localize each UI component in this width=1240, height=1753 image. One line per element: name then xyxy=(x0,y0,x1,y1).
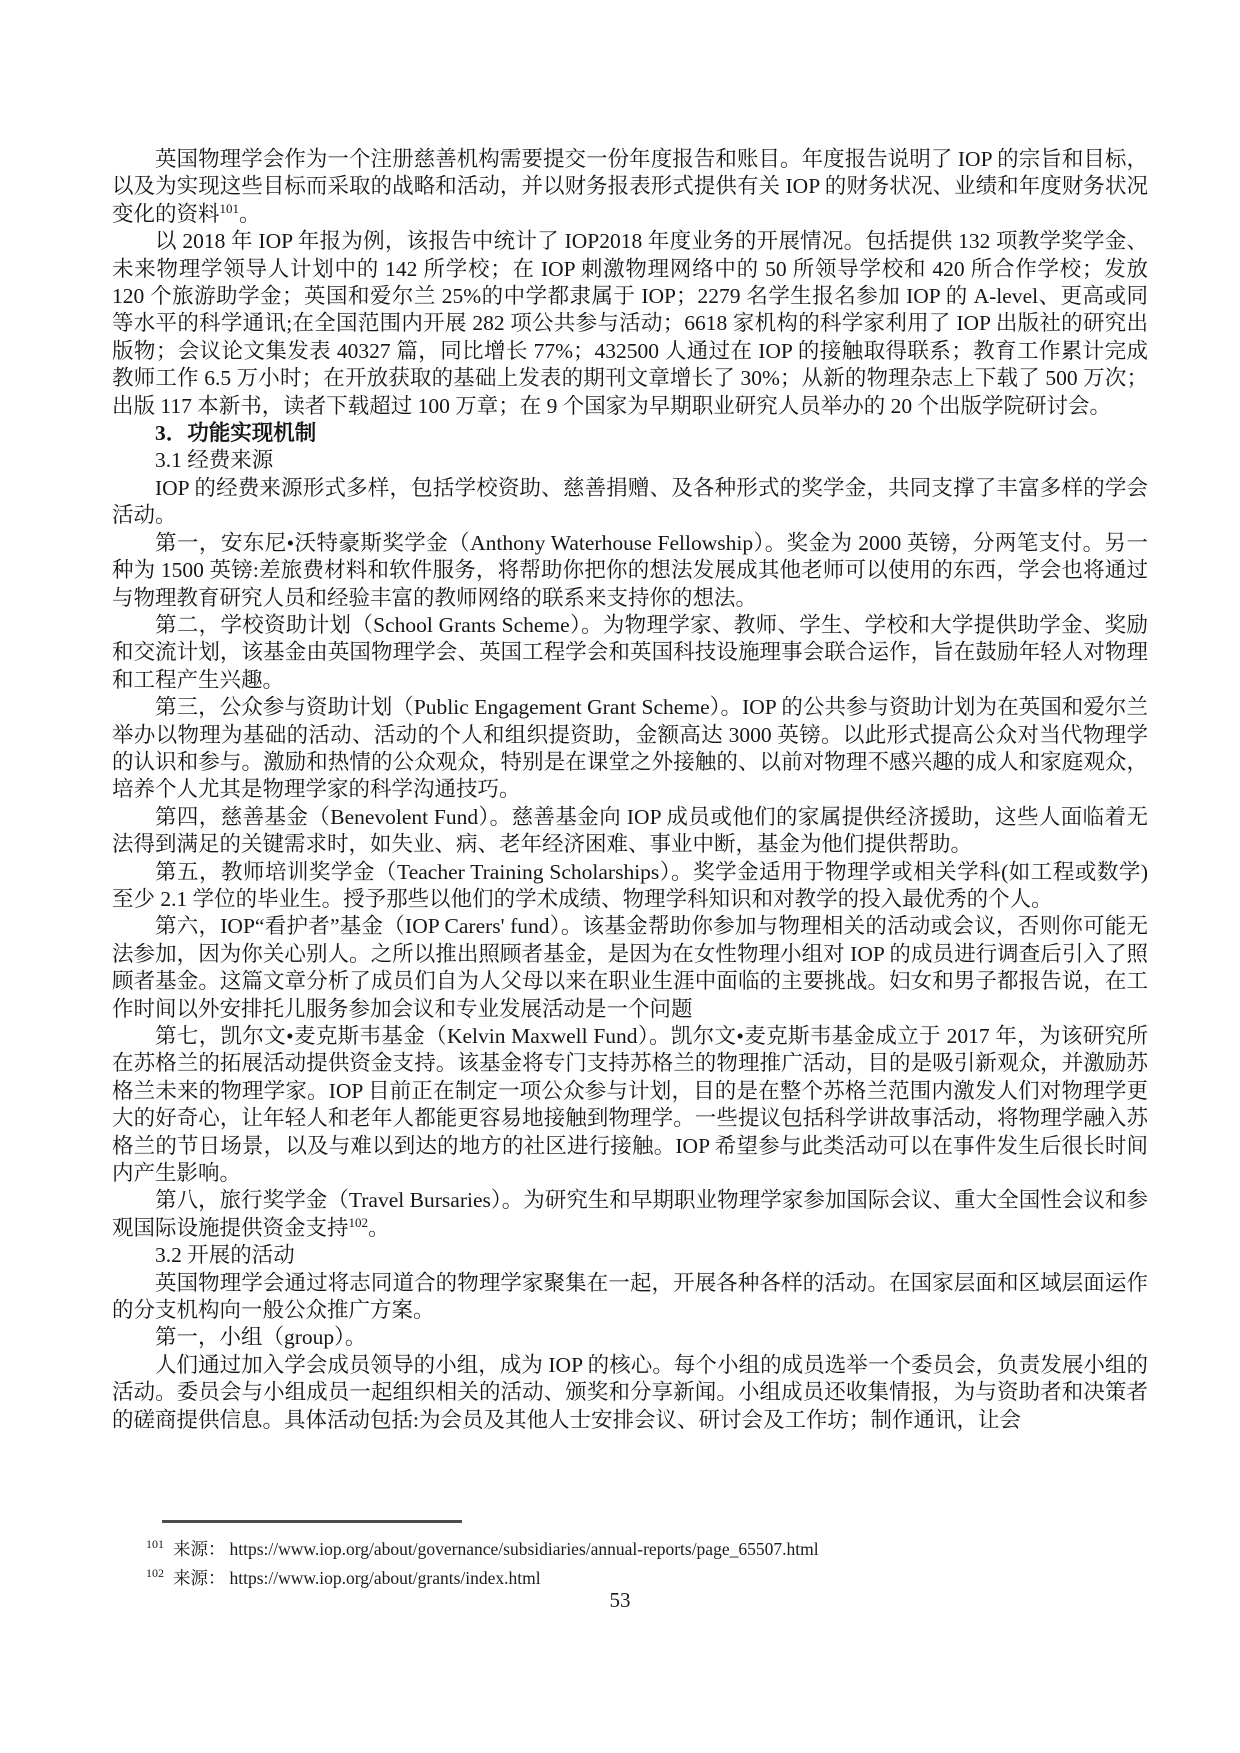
paragraph-text: 3.1 经费来源 xyxy=(155,448,274,473)
paragraph-text: IOP 的经费来源形式多样，包括学校资助、慈善捐赠、及各种形式的奖学金，共同支撑了丰富多样的学会活动。 xyxy=(112,475,1148,528)
paragraph xyxy=(112,913,1148,1023)
document-body xyxy=(112,146,1148,1434)
paragraph-text: 3.2 开展的活动 xyxy=(155,1243,295,1268)
paragraph-text: 以 2018 年 IOP 年报为例，该报告中统计了 IOP2018 年度业务的开展情况。包括提供 132 项教学奖学金、未来物理学领导人计划中的 142 所学校；在 IOP 刺激物理网络中的 50 所领导学校和 420 所合作学校；发放 120 个旅游助学金；英国和爱尔兰 25%的中学都隶属于 IOP；2279 名学生报名参加 IOP 的 A-level、更高或同等水平的科学通讯;在全国范围内开展 282 项公共参与活动；6618 家机构的科学家利用了 IOP 出版社的研究出版物；会议论文集发表 40327 篇，同比增长 77%；432500 人通过在 IOP 的接触取得联系；教育工作累计完成教师工作 6.5 万小时；在开放获取的基础上发表的期刊文章增长了 30%；从新的物理杂志上下载了 500 万次；出版 117 本新书，读者下载超过 100 万章；在 9 个国家为早期职业研究人员举办的 20 个出版学院研讨会。 xyxy=(112,229,1148,418)
footnote-marker: 101 xyxy=(146,1537,164,1552)
paragraph-text: 英国物理学会作为一个注册慈善机构需要提交一份年度报告和账目。年度报告说明了 IOP 的宗旨和目标，以及为实现这些目标而采取的战略和活动，并以财务报表形式提供有关 IOP 的财务状况、业绩和年度财务状况变化的资料 xyxy=(112,147,1148,226)
paragraph xyxy=(112,804,1148,859)
paragraph xyxy=(112,1352,1148,1434)
footnote-url: https://www.iop.org/about/grants/index.html xyxy=(229,1568,541,1588)
paragraph xyxy=(112,1324,1148,1351)
footnote-source-label: 来源： xyxy=(173,1568,226,1588)
paragraph-text: 第二，学校资助计划（School Grants Scheme）。为物理学家、教师、学生、学校和大学提供助学金、奖励和交流计划，该基金由英国物理学会、英国工程学会和英国科技设施理事会联合运作，旨在鼓励年轻人对物理和工程产生兴趣。 xyxy=(112,612,1148,692)
paragraph-text: 3．功能实现机制 xyxy=(155,421,317,446)
paragraph-text: 第六，IOP“看护者”基金（IOP Carers' fund）。该基金帮助你参加与物理相关的活动或会议，否则你可能无法参加，因为你关心别人。之所以推出照顾者基金，是因为在女性物理小组对 IOP 的成员进行调查后引入了照顾者基金。这篇文章分析了成员们自为人父母以来在职业生涯中面临的主要挑战。妇女和男子都报告说，在工作时间以外安排托儿服务参加会议和专业发展活动是一个问题 xyxy=(112,914,1148,1021)
paragraph xyxy=(112,859,1148,914)
footnote-reference: 102 xyxy=(348,1214,369,1230)
paragraph-text: 。 xyxy=(368,1215,390,1240)
subsection-heading xyxy=(112,447,1148,474)
paragraph-text: 第四，慈善基金（Benevolent Fund）。慈善基金向 IOP 成员或他们的家属提供经济援助，这些人面临着无法得到满足的关键需求时，如失业、病、老年经济困难、事业中断，基金为他们提供帮助。 xyxy=(112,804,1148,857)
footnote-source-label: 来源： xyxy=(173,1539,226,1559)
footnote-divider xyxy=(162,1520,462,1523)
paragraph-text: 第八，旅行奖学金（Travel Bursaries）。为研究生和早期职业物理学家参加国际会议、重大全国性会议和参观国际设施提供资金支持 xyxy=(112,1188,1148,1240)
paragraph xyxy=(112,475,1148,530)
page-number: 53 xyxy=(609,1588,631,1612)
paragraph-text: 。 xyxy=(239,201,261,226)
paragraph xyxy=(112,146,1148,228)
paragraph-text: 人们通过加入学会成员领导的小组，成为 IOP 的核心。每个小组的成员选举一个委员会，负责发展小组的活动。委员会与小组成员一起组织相关的活动、颁奖和分享新闻。小组成员还收集情报，为与资助者和决策者的磋商提供信息。具体活动包括:为会员及其他人士安排会议、研讨会及工作坊；制作通讯，让会 xyxy=(112,1352,1148,1432)
paragraph-text: 第七，凯尔文•麦克斯韦基金（Kelvin Maxwell Fund）。凯尔文•麦克斯韦基金成立于 2017 年，为该研究所在苏格兰的拓展活动提供资金支持。该基金将专门支持苏格兰的物理推广活动，目的是吸引新观众，并激励苏格兰未来的物理学家。IOP 目前正在制定一项公众参与计划，目的是在整个苏格兰范围内激发人们对物理学更大的好奇心，让年轻人和老年人都能更容易地接触到物理学。一些提议包括科学讲故事活动，将物理学融入苏格兰的节日场景，以及与难以到达的地方的社区进行接触。IOP 希望参与此类活动可以在事件发生后很长时间内产生影响。 xyxy=(112,1024,1148,1186)
footnote-area xyxy=(146,1520,1106,1593)
paragraph-text: 第三，公众参与资助计划（Public Engagement Grant Scheme）。IOP 的公共参与资助计划为在英国和爱尔兰举办以物理为基础的活动、活动的个人和组织提资助，金额高达 3000 英镑。以此形式提高公众对当代物理学的认识和参与。激励和热情的公众观众，特别是在课堂之外接触的、以前对物理不感兴趣的成人和家庭观众，培养个人尤其是物理学家的科学沟通技巧。 xyxy=(112,695,1148,802)
paragraph-text: 第五，教师培训奖学金（Teacher Training Scholarships）。奖学金适用于物理学或相关学科(如工程或数学)至少 2.1 学位的毕业生。授予那些以他们的学术成绩、物理学科知识和对教学的投入最优秀的个人。 xyxy=(112,859,1148,911)
footnote xyxy=(146,1535,1106,1564)
footnote-reference: 101 xyxy=(219,200,240,216)
paragraph xyxy=(112,694,1148,804)
paragraph xyxy=(112,1023,1148,1187)
paragraph xyxy=(112,1270,1148,1325)
footnote-url: https://www.iop.org/about/governance/subsidiaries/annual-reports/page_65507.html xyxy=(229,1539,819,1559)
paragraph xyxy=(112,228,1148,420)
paragraph-text: 英国物理学会通过将志同道合的物理学家聚集在一起，开展各种各样的活动。在国家层面和区域层面运作的分支机构向一般公众推广方案。 xyxy=(112,1270,1148,1323)
paragraph-text: 第一，小组（group）。 xyxy=(155,1325,367,1350)
paragraph xyxy=(112,1187,1148,1242)
subsection-heading xyxy=(112,1242,1148,1269)
section-heading xyxy=(112,420,1148,447)
paragraph xyxy=(112,612,1148,694)
paragraph xyxy=(112,530,1148,612)
paragraph-text: 第一，安东尼•沃特豪斯奖学金（Anthony Waterhouse Fellowship）。奖金为 2000 英镑，分两笔支付。另一种为 1500 英镑:差旅费材料和软件服务，将帮助你把你的想法发展成其他老师可以使用的东西，学会也将通过与物理教育研究人员和经验丰富的教师网络的联系来支持你的想法。 xyxy=(112,530,1148,610)
footnote-marker: 102 xyxy=(146,1566,164,1581)
